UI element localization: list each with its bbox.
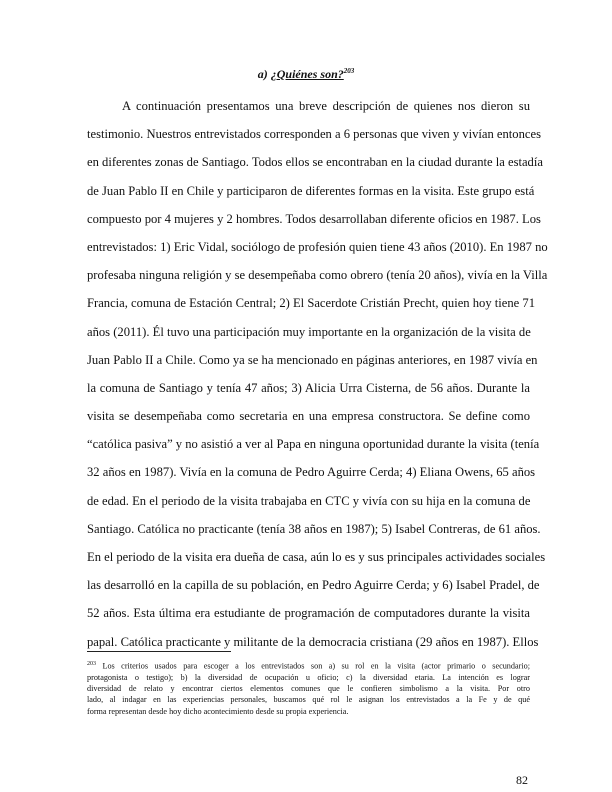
footnote-line: lado, al indagar en las experiencias personales, buscamos qué rol le asignan los entrevistados a la Fe y de qué <box>87 695 530 705</box>
body-line: entrevistados: 1) Eric Vidal, sociólogo de profesión quien tiene 43 años (2010). En 1987 no <box>87 239 548 254</box>
footnote-number: 203 <box>87 661 96 667</box>
body-line: 32 años en 1987). Vivía en la comuna de Pedro Aguirre Cerda; 4) Eliana Owens, 65 años <box>87 465 536 480</box>
footnote-line: forma representan desde hoy dicho acontecimiento desde su propia experiencia. <box>87 706 349 716</box>
footnote-divider <box>87 651 231 652</box>
body-line: las desarrolló en la capilla de su población, en Pedro Aguirre Cerda; y 6) Isabel Pradel, de <box>87 578 540 593</box>
page-number: 82 <box>516 773 528 787</box>
body-line: A continuación presentamos una breve descripción de quienes nos dieron su <box>122 99 530 113</box>
body-line: 52 años. Esta última era estudiante de programación de computadores durante la visita <box>87 606 530 621</box>
body-line: Juan Pablo II a Chile. Como ya se ha mencionado en páginas anteriores, en 1987 vivía en <box>87 352 538 367</box>
footnote <box>87 659 530 717</box>
body-line: En el periodo de la visita era dueña de casa, aún lo es y sus principales actividades sociales <box>87 550 546 564</box>
body-line: testimonio. Nuestros entrevistados corresponden a 6 personas que viven y vivían entonces <box>87 127 541 142</box>
section-heading <box>0 67 612 82</box>
body-line: Santiago. Católica no practicante (tenía 38 años en 1987); 5) Isabel Contreras, de 61 años. <box>87 521 541 536</box>
footnote-text: Los criterios usados para escoger a los entrevistados son a) su rol en la visita (actor primario o secundario; <box>102 661 530 671</box>
body-line: papal. Católica practicante y militante de la democracia cristiana (29 años en 1987). Ellos <box>87 634 539 649</box>
body-line: visita se desempeñaba como secretaria en una empresa constructora. Se define como <box>87 409 530 424</box>
section-title: ¿Quiénes son? <box>270 67 344 81</box>
footnote-line: protagonista o testigo); b) la diversidad de ocupación u oficio; c) la diversidad etaria. La intención es lograr <box>87 672 530 682</box>
body-line: años (2011). Él tuvo una participación muy importante en la organización de la visita de <box>87 324 531 339</box>
body-line: la comuna de Santiago y tenía 47 años; 3) Alicia Urra Cisterna, de 56 años. Durante la <box>87 380 530 395</box>
body-line: compuesto por 4 mujeres y 2 hombres. Todos desarrollaban diferente oficios en 1987. Los <box>87 211 541 226</box>
body-paragraph <box>87 92 548 656</box>
body-line: de edad. En el periodo de la visita trabajaba en CTC y vivía con su hija en la comuna de <box>87 493 531 508</box>
body-line: Francia, comuna de Estación Central; 2) El Sacerdote Cristián Precht, quien hoy tiene 71 <box>87 296 535 311</box>
body-line: “católica pasiva” y no asistió a ver al Papa en ninguna oportunidad durante la visita (tenía <box>87 437 540 452</box>
footnote-line <box>87 659 530 672</box>
footnote-reference[interactable]: 203 <box>343 67 355 75</box>
footnote-line: diversidad de relato y encontrar ciertos elementos comunes que le confieren simbolismo a la visita. Por otro <box>87 684 530 694</box>
body-line: profesaba ninguna religión y se desempeñaba como obrero (tenía 20 años), vivía en la Villa <box>87 268 548 283</box>
section-marker: a) <box>257 67 268 81</box>
body-line: en diferentes zonas de Santiago. Todos ellos se encontraban en la ciudad durante la estadía <box>87 155 543 170</box>
body-line: de Juan Pablo II en Chile y participaron de diferentes formas en la visita. Este grupo está <box>87 183 535 198</box>
